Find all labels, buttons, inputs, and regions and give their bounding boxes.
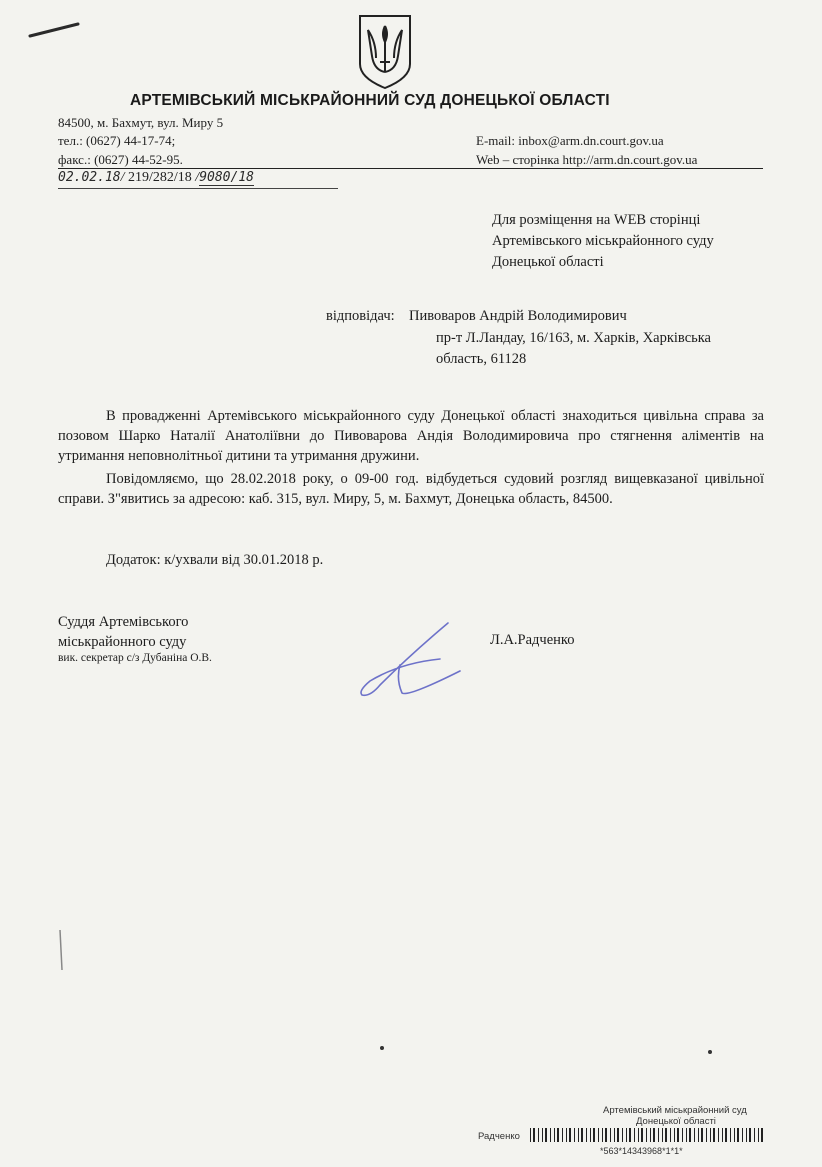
attachment-note: Додаток: к/ухвали від 30.01.2018 р.	[106, 552, 324, 568]
court-fax: факс.: (0627) 44-52-95.	[58, 152, 183, 167]
respondent-address: пр-т Л.Ландау, 16/163, м. Харків, Харківська	[436, 330, 711, 346]
registration-date: 02.02.18	[58, 170, 121, 185]
pen-mark-icon	[26, 18, 86, 42]
recipient-line: Для розміщення на WEB сторінці	[492, 212, 701, 228]
case-number: 219/282/18	[128, 170, 192, 185]
signature-title: міськрайонного суду	[58, 634, 187, 650]
respondent-address: область, 61128	[436, 351, 527, 367]
court-website: Web – сторінка http://arm.dn.court.gov.ua	[476, 152, 698, 167]
outgoing-number: 9080/18	[199, 170, 254, 185]
ink-dot	[380, 1046, 384, 1050]
registration-line: 02.02.18/ 219/282/18 /9080/18	[58, 170, 254, 185]
ink-dot	[708, 1050, 712, 1054]
barcode-icon	[530, 1128, 764, 1142]
margin-mark-icon	[52, 926, 72, 976]
stamp-region: Донецької області	[636, 1116, 716, 1127]
recipient-line: Артемівського міськрайонного суду	[492, 233, 714, 249]
body-paragraph: Повідомляємо, що 28.02.2018 року, о 09-00 год. відбудеться судовий розгляд вищевказаної цивільної справи. З"явитись за адресою: каб. 315, вул. Миру, 5, м. Бахмут, Донецька область, 84500.	[58, 471, 764, 507]
recipient-line: Донецької області	[492, 254, 604, 270]
court-email: E-mail: inbox@arm.dn.court.gov.ua	[476, 133, 664, 148]
bleed-through-text	[560, 64, 563, 76]
handwritten-signature-icon	[340, 615, 490, 705]
court-phone: тел.: (0627) 44-17-74;	[58, 133, 176, 148]
secretary-name: вик. секретар с/з Дубаніна О.В.	[58, 652, 212, 664]
recipient-block	[492, 210, 714, 273]
barcode-code: *563*14343968*1*1*	[600, 1146, 683, 1156]
body-paragraph: В провадженні Артемівського міськрайонного суду Донецької області знаходиться цивільна справа за позовом Шарко Наталії Анатоліївни до Пивоварова Андія Володимировича про стягнення аліментів на утримання неповнолітньої дитини та утримання дружини.	[58, 408, 764, 464]
coat-of-arms-icon	[356, 12, 414, 90]
court-name-heading: АРТЕМІВСЬКИЙ МІСЬКРАЙОННИЙ СУД ДОНЕЦЬКОЇ ОБЛАСТІ	[130, 92, 610, 109]
stamp-court-name: Артемівський міськрайонний суд	[603, 1105, 747, 1116]
court-address: 84500, м. Бахмут, вул. Миру 5	[58, 115, 224, 130]
registration-underline	[58, 188, 338, 189]
stamp-signer: Радченко	[478, 1131, 520, 1142]
respondent-name: Пивоваров Андрій Володимирович	[409, 308, 627, 324]
respondent-label: відповідач:	[326, 308, 395, 324]
signature-title: Суддя Артемівського	[58, 614, 189, 630]
header-rule	[58, 168, 763, 169]
judge-name: Л.А.Радченко	[490, 632, 575, 648]
